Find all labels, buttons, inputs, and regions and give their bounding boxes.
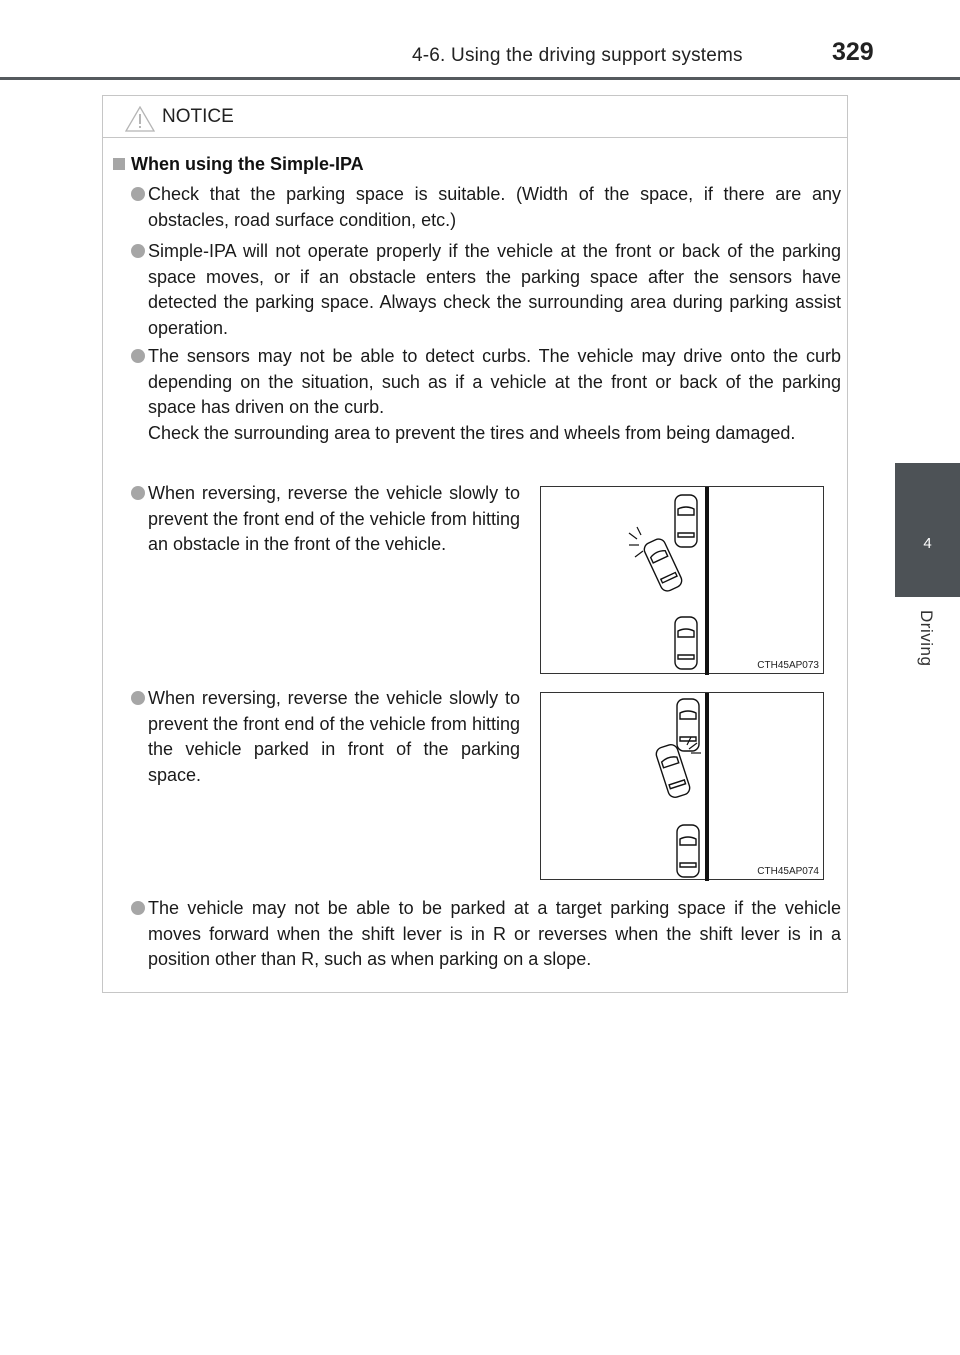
bullet-item	[148, 344, 841, 446]
parked-car-icon	[675, 495, 697, 547]
notice-label: NOTICE	[162, 106, 234, 127]
chapter-number: 4	[923, 535, 932, 552]
section-title: 4-6. Using the driving support systems	[412, 45, 743, 66]
page-number: 329	[832, 38, 874, 66]
figure-code: CTH45AP074	[757, 866, 819, 877]
chapter-tab	[895, 463, 960, 597]
bullet-item	[148, 239, 841, 341]
bullet-dot-icon	[131, 349, 145, 363]
parked-car-icon	[677, 825, 699, 877]
bullet-dot-icon	[131, 691, 145, 705]
bullet-dot-icon	[131, 486, 145, 500]
bullet-dot-icon	[131, 244, 145, 258]
impact-icon	[629, 527, 643, 557]
parked-car-icon	[675, 617, 697, 669]
section-heading	[113, 154, 364, 175]
section-heading-text: When using the Simple-IPA	[131, 154, 364, 174]
header-divider	[0, 77, 960, 80]
bullet-text: When reversing, reverse the vehicle slowly to prevent the front end of the vehicle from hitting the vehicle parked in front of the parking space.	[148, 688, 520, 785]
parking-collision-diagram	[541, 693, 825, 881]
bullet-item	[148, 182, 841, 233]
bullet-text: Check that the parking space is suitable. (Width of the space, if there are any obstacles, road surface condition, etc.)	[148, 184, 841, 230]
chapter-label: Driving	[917, 610, 936, 667]
bullet-item	[148, 896, 841, 973]
notice-header	[103, 96, 847, 138]
illustration-obstacle	[540, 486, 824, 674]
bullet-text: Simple-IPA will not operate properly if the vehicle at the front or back of the parking space moves, or if an obstacle enters the parking space after the sensors have detected the parking space. Always check the surrounding area during parking assist operation.	[148, 241, 841, 338]
bullet-item	[148, 686, 520, 788]
bullet-item	[148, 481, 520, 558]
bullet-dot-icon	[131, 187, 145, 201]
warning-triangle-icon	[125, 106, 155, 132]
bullet-text: When reversing, reverse the vehicle slowly to prevent the front end of the vehicle from hitting an obstacle in the front of the vehicle.	[148, 483, 520, 554]
figure-code: CTH45AP073	[757, 660, 819, 671]
bullet-dot-icon	[131, 901, 145, 915]
bullet-text: The vehicle may not be able to be parked at a target parking space if the vehicle moves forward when the shift lever is in R or reverses when the shift lever is in a position other than R, such as when parking on a slope.	[148, 898, 841, 969]
illustration-parked-vehicle	[540, 692, 824, 880]
bullet-text: The sensors may not be able to detect curbs. The vehicle may drive onto the curb depending on the situation, such as if a vehicle at the front or back of the parking space has driven on the curb.	[148, 346, 841, 417]
parking-obstacle-diagram	[541, 487, 825, 675]
bullet-text-continued: Check the surrounding area to prevent the tires and wheels from being damaged.	[148, 422, 796, 443]
notice-box	[102, 95, 848, 993]
square-bullet-icon	[113, 158, 125, 170]
